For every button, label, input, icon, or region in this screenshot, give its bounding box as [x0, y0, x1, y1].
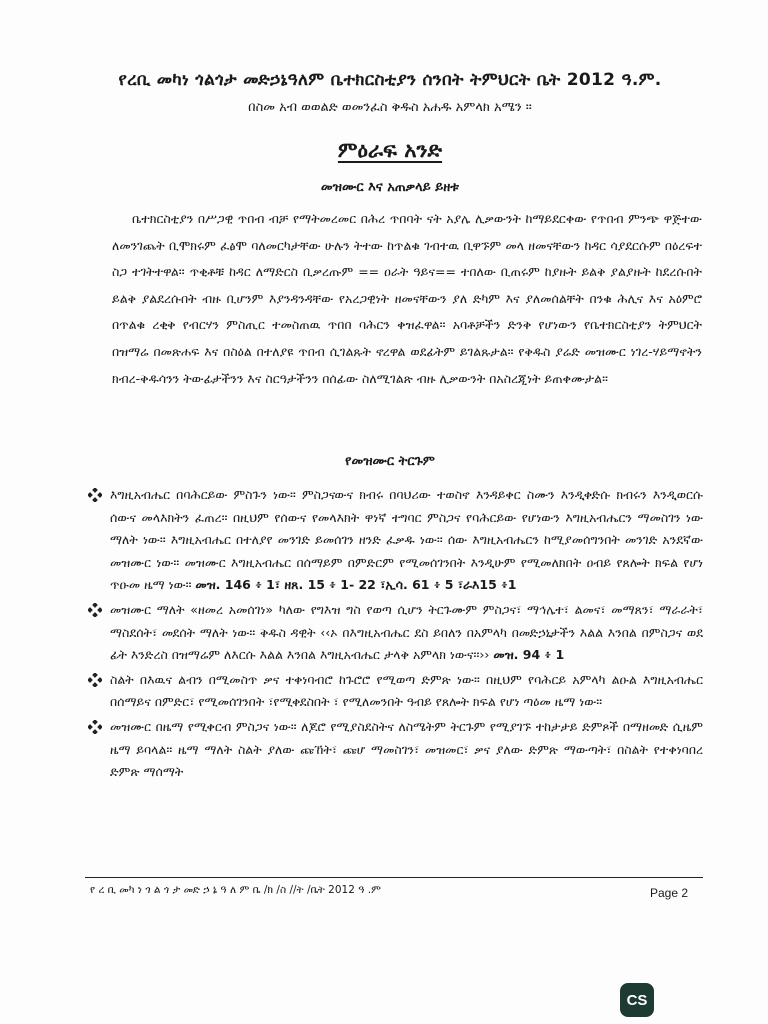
intro-paragraph: ቤተክርስቲያን በሥጋዊ ጥበብ ብቻ የማትመረመር በሕረ ጥበባት ናት አያሌ ሊቃውንት ከማይደርቀው የጥበብ ምንጭ ዋጅተው ለመንገጨት ቢሞክሩም ፈፅሞ ባለመርካታቸው ሁሉን ትተው ከጥልቁ ገብተዉ ቢዋኙም መላ ዘመናቸውን ከዳር ሳያደርሱም በዕረፍተ ስጋ ተገትተዋል። ጥቂቶቹ ከዳር ለማድርስ ቢቃረጡም == ዐራት ዓይና== ተበለው ቢጠሩም ከያዙት ይልቅ ያልያዙት ከደረሱበት ይልቅ ያልደረሱበት ብዙ ቢሆንም እያንዳንዳቸው የአረጋዊነት ዘመናቸውን ያለ ድካም እና ያለመሰልቸት በንቁ ሕሊና እና አዕምሮ በጥልቁ ረቂቅ የብርሃን ምስጢር ተመስጠዉ ጥበበ ባሕርን ቀዝፈዋል። አባቶቻችን ድንቅ የሆነውን የቤተክርስቲያን ትምህርት በዝማሬ በመጽሐፍ እና በስዕል በተለያዩ ጥበብ ሲገልጹት ኖረዋል ወደፊትም ይገልጹታል። የቅዱስ ያሬድ መዝሙር ነገረ-ሃይማኖትን ክብረ-ቅዱሳንን ትውፊታችንን እና ስርዓታችንን በሰፊው ስለሚገልጽ ብዙ ሊቃውንት በአስረጂነት ይጠቀሙታል። [112, 211, 702, 386]
bullet-text: እግዚአብሔር በባሕርይው ምስጉን ነው። ምስጋናውና ክብሩ በባህሪው ተወስኖ እንዳይቀር ስሙን እንዲቀድሱ ክብሩን እንዲወርሱ ሰውና መላእክትን ፈጠረ። በዚህም የሰውና የመላእክት ዋነኛ ተግባር ምስጋና የባሕርይው የሆነውን እግዚአብሔርን ማመስገን ነው ማለት ነው። እግዚአብሔር በተለያየ መንገድ ይመሰገን ዘንድ ፈቃዱ ነው። ሰው እግዚአብሔርን ከሚያመሰግንበት መንገድ አንደኛው መዝሙር ነው። መዝሙር እግዚአብሔር በሰማይም በምድርም የሚመሰገንበት እንዲሁም የሚመለክበት ዐብይ የጸሎት ክፍል የሆነ ጥዑመ ዜማ ነው። [110, 487, 703, 593]
diamond-bullet-icon [88, 673, 102, 687]
list-item [88, 484, 703, 597]
bullet-text: ስልት በእዉና ልብን በሚመስጥ ቃና ተቀነባብሮ ከጉሮሮ የሚወጣ ድምጽ ነው። በዚህም የባሕርይ አምላካ ልዑል እግዚአብሔር በሰማይና በምድር፣ የሚመሰገንበት ፣የሚቀደስበት ፣ የሚለመንበት ዓብይ የጸሎት ክፍል የሆነ ጣዕመ ዜማ ነው። [110, 671, 703, 710]
bible-reference: መዝ. 94 ፥ 1 [493, 647, 565, 663]
footer-divider [85, 877, 703, 878]
bible-reference: መዝ. 146 ፥ 1፣ ዘጸ. 15 ፥ 1- 22 ፣ኢሳ. 61 ፥ 5 ፣ራእ15 ፥1 [195, 577, 517, 593]
diamond-bullet-icon [88, 488, 102, 502]
chapter-title [70, 138, 710, 163]
bullet-text: መዝሙር በዜማ የሚቀርብ ምስጋና ነው። ለጆሮ የሚያስደስትና ለስሜትም ትርጉም የሚያገኙ ተከታታይ ድምጾች በማዘመድ ሲዜም ዜማ ይባላል። ዜማ ማለት ስልት ያለው ጩኸት፣ ጩሆ ማመስገን፣ መዝመር፣ ቃና ያለው ድምጽ ማውጣት፣ በስልት የተቀነባበረ ድምጽ ማሰማት [110, 718, 703, 780]
footer-text: የ ረ ቢ መካ ነ ጎ ል ጎ ታ መድ ኃ ኔ ዓ ለ ም ቤ /ክ /ስ //ት /ቤት 2012 ዓ .ም [90, 884, 381, 896]
bullet-list [88, 484, 703, 786]
list-item [88, 669, 703, 714]
list-item [88, 716, 703, 784]
diamond-bullet-icon [88, 603, 102, 617]
diamond-bullet-icon [88, 720, 102, 734]
chapter-title-text: ምዕራፍ አንድ [337, 138, 443, 162]
page-number: Page 2 [650, 886, 689, 900]
camscanner-badge: CS [620, 983, 654, 1017]
section-title-meaning: የመዝሙር ትርጉም [345, 454, 435, 469]
list-item [88, 599, 703, 667]
section-title-content: መዝሙር እና አጠቃላይ ይዘቱ [320, 180, 460, 195]
bullet-text: መዝሙር ማለት «ዘመረ አመሰገነ» ካለው የግእዝ ግስ የወጣ ሲሆን ትርጉሙም ምስጋና፣ ማኅሌተ፣ ልመና፣ መማጸን፣ ማራራት፣ ማስደሰት፣ መደሰት ማለት ነው። ቅዱስ ዳዊት ‹‹ኦ በእግዚአብሔር ደስ ይበለን በአምላካ በመድኃኒታችን እልል እንበል በምስጋና ወደ ፊት እንድረስ በዝማሬም ለእርሱ እልል እንበል እግዚአብሔር ታላቅ አምላክ ነውና፡፡›› [110, 601, 703, 663]
header-title: የረቢ መካነ ጎልጎታ መድኃኔዓለም ቤተክርስቲያን ሰንበት ትምህርት ቤት 2012 ዓ.ም. [118, 70, 662, 90]
header-invocation: በስመ አብ ወወልድ ወመንፈስ ቅዱስ አሐዱ አምላክ አሜን ። [248, 100, 532, 115]
